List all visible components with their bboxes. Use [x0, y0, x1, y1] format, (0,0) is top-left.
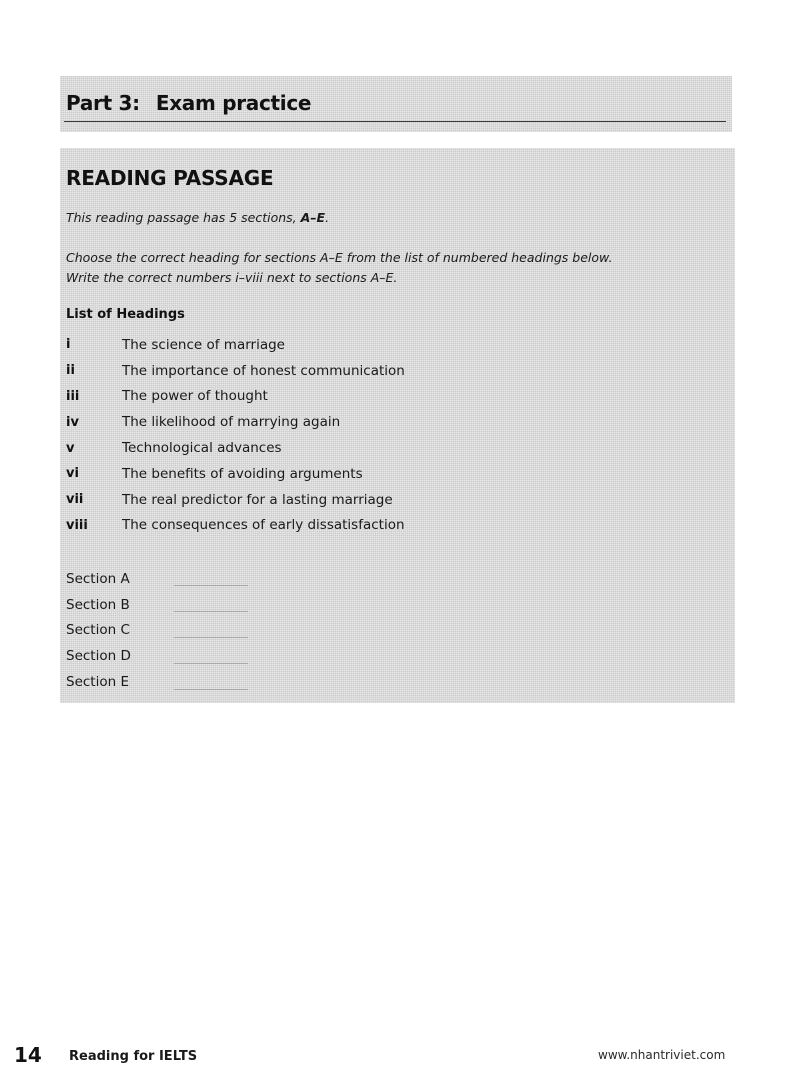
answer-row-section-e [66, 669, 248, 695]
book-title: Reading for IELTS [69, 1049, 198, 1064]
publisher-url: www.nhantriviet.com [598, 1048, 726, 1062]
heading-item [66, 358, 405, 384]
part-title-text: Exam practice [155, 91, 312, 115]
part-number: Part 3: [66, 91, 140, 115]
heading-item [66, 513, 405, 539]
heading-text: Technological advances [122, 440, 282, 457]
intro-suffix: . [325, 210, 330, 225]
answer-row-section-d [66, 643, 248, 669]
heading-item [66, 332, 405, 358]
answer-blank-section-d[interactable] [174, 649, 248, 664]
heading-text: The power of thought [122, 388, 268, 405]
heading-numeral: iv [66, 414, 79, 430]
headings-list [66, 332, 405, 538]
instruction-line-2: Write the correct numbers i–viii next to sections A–E. [66, 270, 398, 285]
heading-numeral: vi [66, 466, 79, 482]
answer-blank-section-e[interactable] [174, 675, 248, 690]
heading-item [66, 384, 405, 410]
section-label: Section D [66, 648, 131, 665]
heading-text: The benefits of avoiding arguments [122, 465, 363, 482]
reading-passage-box [60, 148, 735, 703]
answer-blank-section-a[interactable] [174, 571, 248, 586]
passage-intro [66, 210, 329, 225]
section-answers [66, 566, 248, 695]
section-label: Section E [66, 674, 129, 691]
heading-item [66, 487, 405, 513]
heading-text: The science of marriage [122, 336, 285, 353]
part-header-band [60, 76, 732, 132]
heading-numeral: ii [66, 363, 75, 379]
page-number: 14 [14, 1043, 42, 1067]
heading-text: The importance of honest communication [122, 362, 405, 379]
heading-text: The likelihood of marrying again [122, 414, 341, 431]
list-of-headings-title: List of Headings [66, 307, 185, 322]
intro-sections-range: A–E [300, 210, 326, 225]
heading-item [66, 435, 405, 461]
heading-numeral: v [66, 440, 75, 456]
part-title [66, 91, 311, 115]
heading-numeral: i [66, 337, 71, 353]
answer-blank-section-b[interactable] [174, 597, 248, 612]
heading-numeral: vii [66, 492, 84, 508]
heading-numeral: viii [66, 517, 88, 533]
section-label: Section A [66, 570, 130, 587]
section-label: Section C [66, 622, 130, 639]
instruction-line-1: Choose the correct heading for sections A–E from the list of numbered headings below. [66, 250, 613, 265]
instructions [66, 248, 612, 288]
section-label: Section B [66, 596, 130, 613]
answer-row-section-a [66, 566, 248, 592]
heading-text: The real predictor for a lasting marriage [122, 491, 393, 508]
answer-row-section-c [66, 618, 248, 644]
heading-item [66, 461, 405, 487]
answer-row-section-b [66, 592, 248, 618]
intro-text: This reading passage has 5 sections, [66, 210, 301, 225]
heading-item [66, 409, 405, 435]
header-divider [64, 121, 726, 122]
heading-numeral: iii [66, 388, 80, 404]
heading-text: The consequences of early dissatisfaction [122, 517, 405, 534]
passage-title: READING PASSAGE [66, 166, 274, 190]
answer-blank-section-c[interactable] [174, 623, 248, 638]
